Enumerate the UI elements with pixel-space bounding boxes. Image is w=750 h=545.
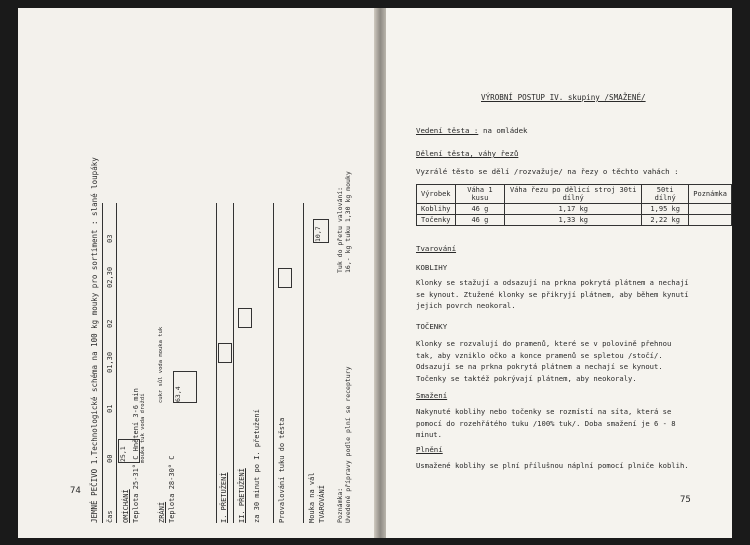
time-header: čas — [106, 510, 114, 523]
left-page — [18, 8, 376, 538]
schema-box: 63,4 — [173, 371, 197, 403]
technological-schema: JEMNÉ PEČIVO 1.Technologické schéma na 100 kg mouky pro sortiment : slané loupáky čas 00 01 01,30 02 02,30 03 OMÍCHÁNÍ Teplota 25-31° C Hnětení 3-6 min ZRÁNÍ Teplota 28-30° C I. PŘETUŽENÍ II. PŘETUŽENÍ za 30 minut po I. přetužení Provalování tuku do těsta Mouka na vál TVAROVÁNÍ 25,1 mouka tuk voda droždí 63,4 cukr sůl voda mouka tuk 10,7 Tuk do přetu valování: 16,- kg tuku 1,30 kg mouky Poznámka: Uvedené přípravy podle plní se receptury — [90, 157, 352, 523]
page-number: 75 — [680, 495, 691, 505]
page-number: 74 — [70, 486, 81, 496]
page-heading: VÝROBNÍ POSTUP IV. skupiny /SMAŽENÉ/ — [481, 93, 646, 102]
weights-table: Výrobek Váha 1 kusu Váha řezu po dělicí stroj 30ti dílný 50ti dílný Poznámka Koblihy 46 g 1,17 kg 1,95 kg Točenky 46 g 1,33 kg 2,22 kg — [416, 184, 732, 226]
step-label: OMÍCHÁNÍ — [122, 489, 130, 523]
schema-box: 10,7 — [313, 219, 329, 243]
schema-box: 25,1 — [118, 439, 140, 463]
right-page: VÝROBNÍ POSTUP IV. skupiny /SMAŽENÉ/ Vedení těsta : na omládek Dělení těsta, váhy řezů Vyzrálé těsto se dělí /rozvažuje/ na řezy o těchto vahách : Výrobek Váha 1 kusu Váha řezu po dělicí stroj 30ti dílný 50ti dílný Poznámka Koblihy 46 g 1,17 kg 1,95 kg Točenky 46 g 1,33 kg 2,22 kg Tvarování KOBLIHY Klonky se stažují a odsazují na prkna pokrytá plátnem a nechají se kynout. Ztužené klonky se přikryjí plátnem, aby během kynutí jejich povrch neokoral. TOČENKY Klonky se rozvalují do pramenů, které se v polovině přehnou tak, aby vzniklo očko a konce pramenů se spletou /stočí/. Odsazují se na prkna pokrytá plátnem a nechají se kynout. Točenky se taktéž pokrývají plátnem, aby neokoraly. Smažení Nakynuté koblihy nebo točenky se rozmístí na síta, která se pomocí do rozehřátého tuku /100% tuk/. Doba smažení je 6 - 8 minut. Plnění Usmažené koblihy se plní přílušnou náplní pomocí plniče koblih. 75 — [386, 8, 732, 538]
schema-title: JEMNÉ PEČIVO 1.Technologické schéma na 100 kg mouky pro sortiment : slané loupáky — [90, 157, 99, 523]
table-row: Točenky 46 g 1,33 kg 2,22 kg — [417, 215, 732, 226]
table-row: Koblihy 46 g 1,17 kg 1,95 kg — [417, 204, 732, 215]
